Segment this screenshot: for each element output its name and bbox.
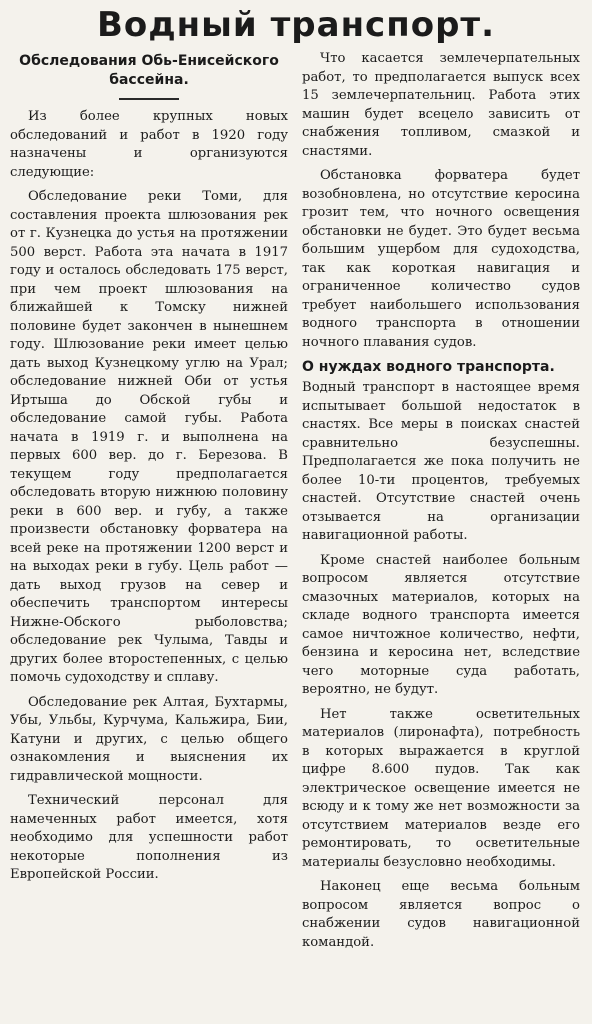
- section1-paragraph-3: Обследование рек Алтая, Бухтармы, Убы, Ульбы, Курчума, Кальжира, Бии, Катуни и других, с целью общего ознакомления и выяснения их гидравлической мощности.: [10, 694, 288, 784]
- section1-heading: Обследования Обь-Енисейского бассейна.: [19, 53, 279, 88]
- section1-paragraph-1: Из более крупных новых обследований и работ в 1920 году назначены и организуются следующие:: [10, 109, 288, 180]
- section2-paragraph-3: Нет также осветительных материалов (лиронафта), потребность в которых выражается в круглой цифре 8.600 пудов. Так как электрическое освещение имеется не всюду и к тому же нет возможности за отсутствием материалов везде его ремонтировать, то осветительные материалы безусловно необходимы.: [302, 706, 580, 870]
- section2-paragraph-1: Водный транспорт в настоящее время испытывает большой недостаток в снастях. Все меры в поисках снастей сравнительно безуспешны. Предполагается же пока получить не более 10-ти процентов, требуемых снастей. Отсутствие снастей очень отзывается на организации навигационной работы.: [302, 380, 580, 543]
- heading-rule: [119, 98, 179, 100]
- section1-paragraph-2: Обследование реки Томи, для составления проекта шлюзования рек от г. Кузнецка до устья на протяжении 500 верст. Работа эта начата в 1917 году и осталось обследовать 175 верст, при чем проект шлюзования на ближайшей к Томску нижней половине будет закончен в нынешнем году. Шлюзование реки имеет целью дать выход Кузнецкому углю на Урал; обследование нижней Оби от устья Иртыша до Обской губы и обследование самой губы. Работа начата в 1919 г. и выполнена на первых 600 вер. до г. Березова. В текущем году предполагается обследовать вторую нижнюю половину реки в 600 вер. и губу, а также произвести обстановку форватера на всей реке на протяжении 1200 верст и на выходах реки в губу. Цель работ — дать выход грузов на север и обеспечить транспортом интересы Нижне-Обского рыболовства; обследование рек Чулыма, Тавды и других более второстепенных, с целью помочь судоходству и сплаву.: [10, 189, 288, 685]
- section2-paragraph-4: Наконец еще весьма больным вопросом является вопрос о снабжении судов навигационной командой.: [302, 879, 580, 950]
- article-title: Водный транспорт.: [96, 5, 496, 45]
- section1-paragraph-4: Технический персонал для намеченных работ имеется, хотя необходимо для успешности работ некоторые пополнения из Европейской России.: [10, 793, 288, 882]
- section1-paragraph-6: Обстановка форватера будет возобновлена, но отсутствие керосина грозит тем, что ночного освещения обстановки не будет. Это будет весьма большим ущербом для судоходства, так как короткая навигация и ограниченное количество судов требует наибольшего использования водного транспорта в отношении ночного плавания судов.: [302, 168, 580, 350]
- section2-heading: О нуждах водного транспорта.: [302, 359, 555, 375]
- article-columns: [10, 50, 582, 958]
- column-left: [10, 50, 288, 958]
- section1-paragraph-5: Что касается землечерпательных работ, то предполагается выпуск всех 15 землечерпательниц. Работа этих машин будет всецело зависить от снабжения топливом, смазкой и снастями.: [302, 51, 580, 159]
- column-right: [302, 50, 580, 958]
- section2-paragraph-2: Кроме снастей наиболее больным вопросом является отсутствие смазочных материалов, которых на складе водного транспорта имеется самое ничтожное количество, нефти, бензина и керосина нет, вследствие чего моторные суда работать, вероятно, не будут.: [302, 552, 580, 697]
